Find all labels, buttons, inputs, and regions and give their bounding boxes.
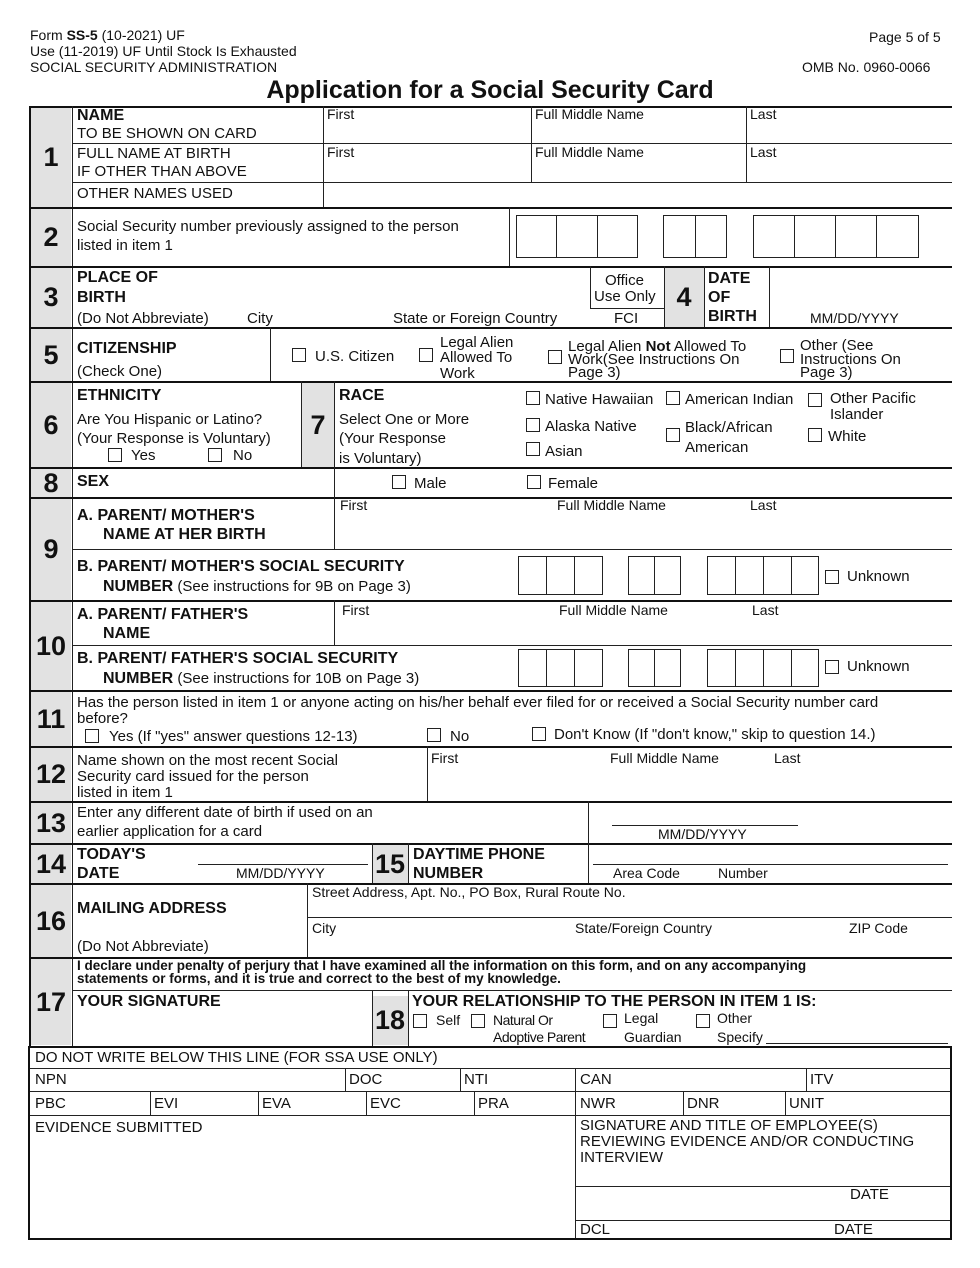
form-edition: Use (11-2019) UF Until Stock Is Exhausted (30, 43, 297, 59)
item-number-18: 18 (372, 996, 408, 1045)
relationship-label: YOUR RELATIONSHIP TO THE PERSON IN ITEM 1 IS: (412, 993, 817, 1010)
legal-alien-no-work-checkbox[interactable] (548, 350, 562, 364)
area-code-label: Area Code (613, 865, 680, 881)
mother-name-label-2: NAME AT HER BIRTH (103, 526, 266, 543)
office-use-header: DO NOT WRITE BELOW THIS LINE (FOR SSA USE ONLY) (35, 1049, 438, 1066)
zip-code-label: ZIP Code (849, 920, 908, 936)
mail-city-label: City (312, 920, 337, 936)
pacific-islander-label-2: Islander (830, 406, 884, 423)
evidence-submitted-label: EVIDENCE SUBMITTED (35, 1119, 203, 1136)
employee-signature-label-2: REVIEWING EVIDENCE AND/OR CONDUCTING (580, 1133, 915, 1150)
us-citizen-label: U.S. Citizen (315, 348, 395, 365)
page-number: Page 5 of 5 (869, 29, 941, 45)
male-label: Male (414, 475, 447, 492)
legal-alien-work-label-3: Work (440, 365, 475, 382)
other-relationship-field[interactable] (766, 1026, 948, 1043)
prior-card-no-checkbox[interactable] (427, 728, 441, 742)
female-label: Female (548, 475, 599, 492)
office-use-label: Office (605, 272, 644, 289)
phone-number-field[interactable] (595, 846, 945, 864)
mother-first-label: First (340, 497, 368, 513)
itv-field: ITV (810, 1071, 834, 1088)
employee-signature-label: SIGNATURE AND TITLE OF EMPLOYEE(S) (580, 1117, 878, 1134)
birth-state-label: State or Foreign Country (393, 310, 558, 327)
omb-number: OMB No. 0960-0066 (802, 59, 931, 75)
sex-label: SEX (77, 473, 110, 490)
alaska-native-checkbox[interactable] (526, 418, 540, 432)
race-instruction: Select One or More (339, 411, 470, 428)
item-number-8: 8 (31, 469, 71, 497)
prior-ssn-sublabel: listed in item 1 (77, 237, 173, 254)
legal-alien-no-work-label: Legal Alien Not Allowed To (568, 338, 747, 355)
legal-guardian-label-2: Guardian (624, 1029, 682, 1045)
unit-field: UNIT (789, 1095, 824, 1112)
ethnicity-label: ETHNICITY (77, 387, 162, 404)
eva-field: EVA (262, 1095, 291, 1112)
item-number-15: 15 (372, 845, 408, 883)
american-indian-checkbox[interactable] (666, 391, 680, 405)
birth-city-label: City (247, 310, 273, 327)
legal-alien-no-work-label-2: Work(See Instructions On (568, 351, 740, 368)
father-name-field[interactable] (340, 620, 945, 643)
father-last-label: Last (752, 602, 779, 618)
recent-card-name-field[interactable] (432, 768, 945, 798)
pacific-islander-checkbox[interactable] (808, 393, 822, 407)
evc-field: EVC (370, 1095, 401, 1112)
prior-card-yes-checkbox[interactable] (85, 729, 99, 743)
nwr-field: NWR (580, 1095, 616, 1112)
prior-card-question-2: before? (77, 710, 128, 727)
name-on-card-field[interactable] (327, 124, 947, 142)
item-number-5: 5 (31, 329, 71, 381)
race-note-2: is Voluntary) (339, 450, 422, 467)
mailing-address-note: (Do Not Abbreviate) (77, 938, 209, 955)
recent-last-label: Last (774, 750, 801, 766)
different-dob-field[interactable] (612, 806, 798, 824)
natural-parent-checkbox[interactable] (471, 1014, 485, 1028)
dcl-date-label: DATE (834, 1221, 873, 1238)
father-ssn-unknown-checkbox[interactable] (825, 660, 839, 674)
mother-ssn-unknown-checkbox[interactable] (825, 570, 839, 584)
dob-format: MM/DD/YYYY (810, 310, 899, 326)
father-ssn-unknown-label: Unknown (847, 658, 910, 675)
item-number-11: 11 (31, 692, 71, 746)
other-citizenship-label-3: Page 3) (800, 364, 853, 381)
item-number-14: 14 (31, 845, 71, 883)
prior-ssn-label: Social Security number previously assigned to the person (77, 218, 459, 235)
legal-guardian-checkbox[interactable] (603, 1014, 617, 1028)
father-first-label: First (342, 602, 370, 618)
other-citizenship-label: Other (See (800, 337, 874, 354)
phone-label: DAYTIME PHONE (413, 846, 545, 863)
prior-card-dont-know-checkbox[interactable] (532, 727, 546, 741)
birth-last-name-label: Last (750, 144, 777, 160)
male-checkbox[interactable] (392, 475, 406, 489)
todays-date-format: MM/DD/YYYY (236, 865, 325, 881)
birth-name-sublabel: IF OTHER THAN ABOVE (77, 163, 247, 180)
other-relationship-checkbox[interactable] (696, 1014, 710, 1028)
declaration-text: I declare under penalty of perjury that I have examined all the information on this form, and on any accompanying (77, 958, 807, 973)
native-hawaiian-label: Native Hawaiian (545, 391, 654, 408)
birth-name-label: FULL NAME AT BIRTH (77, 145, 231, 162)
mother-ssn-label: B. PARENT/ MOTHER'S SOCIAL SECURITY (77, 558, 405, 575)
middle-name-label: Full Middle Name (535, 106, 644, 122)
nti-field: NTI (464, 1071, 489, 1088)
us-citizen-checkbox[interactable] (292, 348, 306, 362)
prior-card-question: Has the person listed in item 1 or anyone acting on his/her behalf ever filed for or received a Social Security number card (77, 694, 879, 711)
place-of-birth-field[interactable] (180, 286, 580, 308)
citizenship-note: (Check One) (77, 363, 163, 380)
race-label: RACE (339, 387, 385, 404)
other-citizenship-label-2: Instructions On (800, 351, 901, 368)
self-label: Self (436, 1012, 461, 1028)
mother-ssn-label-2: NUMBER (See instructions for 9B on Page 3) (103, 578, 411, 595)
white-label: White (828, 428, 867, 445)
american-indian-label: American Indian (685, 391, 794, 408)
recent-card-name-label-3: listed in item 1 (77, 784, 173, 801)
item-number-2: 2 (31, 209, 71, 266)
prior-card-yes-label: Yes (If "yes" answer questions 12-13) (109, 728, 358, 745)
hispanic-no-label: No (233, 447, 253, 464)
phone-label-2: NUMBER (413, 865, 484, 882)
item-number-9: 9 (31, 499, 71, 600)
birth-middle-name-label: Full Middle Name (535, 144, 644, 160)
item-number-1: 1 (31, 108, 71, 207)
signature-label: YOUR SIGNATURE (77, 993, 221, 1010)
mother-middle-label: Full Middle Name (557, 497, 666, 513)
recent-middle-label: Full Middle Name (610, 750, 719, 766)
name-sublabel: TO BE SHOWN ON CARD (77, 125, 257, 142)
asian-checkbox[interactable] (526, 442, 540, 456)
dob-label: DATE (708, 270, 751, 287)
alaska-native-label: Alaska Native (545, 418, 637, 435)
place-of-birth-note: (Do Not Abbreviate) (77, 310, 209, 327)
street-address-field[interactable] (312, 899, 945, 916)
item-number-13: 13 (31, 803, 71, 843)
self-checkbox[interactable] (413, 1014, 427, 1028)
prior-card-no-label: No (450, 728, 470, 745)
form-title: Application for a Social Security Card (266, 76, 714, 104)
father-ssn-label: B. PARENT/ FATHER'S SOCIAL SECURITY (77, 650, 399, 667)
street-address-label: Street Address, Apt. No., PO Box, Rural Route No. (312, 884, 626, 900)
other-relationship-label: Other (717, 1010, 753, 1026)
todays-date-label-2: DATE (77, 865, 120, 882)
city-state-zip-field[interactable] (312, 937, 945, 955)
name-at-birth-field[interactable] (327, 163, 947, 181)
item-number-10: 10 (31, 602, 71, 690)
dnr-field: DNR (687, 1095, 720, 1112)
prior-card-dont-know-label: Don't Know (If "don't know," skip to question 14.) (554, 726, 876, 743)
different-dob-label-2: earlier application for a card (77, 823, 263, 840)
declaration-text-2: statements or forms, and it is true and correct to the best of my knowledge. (77, 971, 561, 986)
item-number-7: 7 (302, 383, 334, 467)
fci-label: FCI (614, 310, 639, 327)
legal-alien-work-checkbox[interactable] (419, 348, 433, 362)
place-of-birth-label-2: BIRTH (77, 289, 126, 306)
citizenship-label: CITIZENSHIP (77, 340, 177, 357)
natural-parent-label-2: Adoptive Parent (493, 1029, 586, 1045)
legal-alien-work-label: Legal Alien (440, 334, 514, 351)
black-african-american-label: Black/African (685, 419, 773, 436)
evi-field: EVI (154, 1095, 179, 1112)
employee-date-label: DATE (850, 1186, 889, 1203)
item-number-3: 3 (31, 268, 71, 327)
natural-parent-label: Natural Or (493, 1012, 553, 1028)
first-name-label: First (327, 106, 355, 122)
agency-name: SOCIAL SECURITY ADMINISTRATION (30, 59, 278, 75)
employee-signature-label-3: INTERVIEW (580, 1149, 664, 1166)
father-middle-label: Full Middle Name (559, 602, 668, 618)
dob-label-2: OF (708, 289, 731, 306)
can-field: CAN (580, 1071, 612, 1088)
female-checkbox[interactable] (527, 475, 541, 489)
mother-ssn-unknown-label: Unknown (847, 568, 910, 585)
native-hawaiian-checkbox[interactable] (526, 391, 540, 405)
mother-last-label: Last (750, 497, 777, 513)
asian-label: Asian (545, 443, 583, 460)
item-number-16: 16 (31, 885, 71, 957)
recent-first-label: First (431, 750, 459, 766)
birth-first-name-label: First (327, 144, 355, 160)
black-african-american-label-2: American (685, 439, 749, 456)
phone-number-label: Number (718, 865, 768, 881)
form-number: Form SS-5 (10-2021) UF (30, 27, 185, 43)
recent-card-name-label: Name shown on the most recent Social (77, 752, 338, 769)
hispanic-no-checkbox[interactable] (208, 448, 222, 462)
pacific-islander-label: Other Pacific (830, 390, 916, 407)
legal-alien-work-label-2: Allowed To (440, 349, 513, 366)
hispanic-yes-checkbox[interactable] (108, 448, 122, 462)
race-note: (Your Response (339, 430, 447, 447)
date-of-birth-field[interactable] (775, 284, 945, 308)
black-african-american-checkbox[interactable] (666, 428, 680, 442)
place-of-birth-label: PLACE OF (77, 269, 158, 286)
different-dob-format: MM/DD/YYYY (658, 826, 747, 842)
father-name-label-2: NAME (103, 625, 151, 642)
todays-date-field[interactable] (198, 846, 368, 864)
father-ssn-label-2: NUMBER (See instructions for 10B on Page 3) (103, 670, 420, 687)
pra-field: PRA (478, 1095, 509, 1112)
other-names-label: OTHER NAMES USED (77, 185, 233, 202)
different-dob-label: Enter any different date of birth if used on an (77, 804, 373, 821)
other-names-field[interactable] (327, 185, 947, 205)
item-number-6: 6 (31, 383, 71, 467)
last-name-label: Last (750, 106, 777, 122)
mail-state-label: State/Foreign Country (575, 920, 712, 936)
father-name-label: A. PARENT/ FATHER'S (77, 606, 249, 623)
mother-name-field[interactable] (340, 515, 945, 547)
white-checkbox[interactable] (808, 428, 822, 442)
legal-guardian-label: Legal (624, 1010, 659, 1026)
item-number-12: 12 (31, 748, 71, 801)
dcl-label: DCL (580, 1221, 611, 1238)
ethnicity-question: Are You Hispanic or Latino? (77, 411, 263, 428)
mother-name-label: A. PARENT/ MOTHER'S (77, 507, 255, 524)
pbc-field: PBC (35, 1095, 66, 1112)
signature-field[interactable] (77, 1013, 367, 1043)
legal-alien-no-work-label-3: Page 3) (568, 364, 621, 381)
other-citizenship-checkbox[interactable] (780, 349, 794, 363)
office-use-label-2: Use Only (594, 288, 656, 305)
hispanic-yes-label: Yes (131, 447, 156, 464)
item-number-17: 17 (31, 959, 71, 1045)
item-number-4: 4 (664, 268, 704, 327)
recent-card-name-label-2: Security card issued for the person (77, 768, 309, 785)
other-relationship-label-2: Specify (717, 1029, 763, 1045)
npn-field: NPN (35, 1071, 67, 1088)
ethnicity-note: (Your Response is Voluntary) (77, 430, 271, 447)
todays-date-label: TODAY'S (77, 846, 146, 863)
mailing-address-label: MAILING ADDRESS (77, 900, 227, 917)
name-label: NAME (77, 107, 125, 124)
dob-label-3: BIRTH (708, 308, 757, 325)
doc-field: DOC (349, 1071, 383, 1088)
